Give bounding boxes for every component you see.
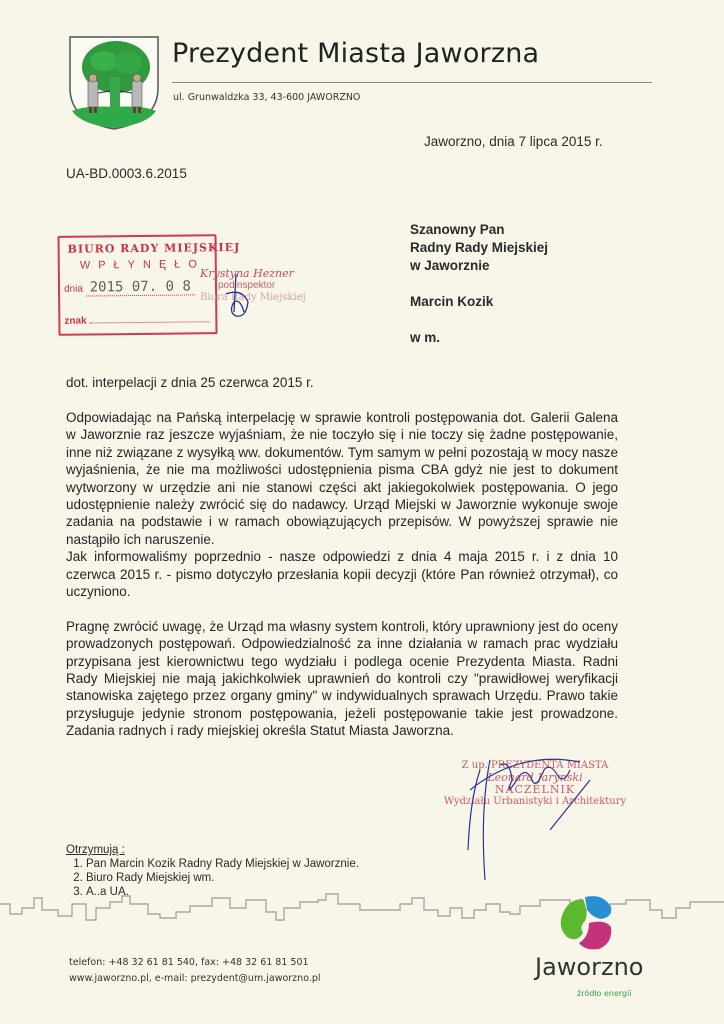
subject-line: dot. interpelacji z dnia 25 czerwca 2015 r.: [66, 375, 314, 390]
clerk-position: podinspektor: [218, 280, 276, 291]
footer-web: www.jaworzno.pl, e-mail: prezydent@um.jaworzno.pl: [69, 973, 321, 984]
distribution-item: 3. A..a UA.: [86, 885, 359, 899]
distribution-heading: Otrzymują :: [66, 844, 125, 856]
paragraph: Pragnę zwrócić uwagę, że Urząd ma własny system kontroli, który uprawniony jest do oceny prowadzonych postępowań. Odpowiedzialność za inne działania w ramach prac wydziału przypisana jest kierownictwu tego wydziału i podlega ocenie Prezydenta Miasta. Radni Rady Miejskiej nie mają jakichkolwiek uprawnień do kontroli czy "prawidłowej weryfikacji stanowiska zajętego przez organy gminy" w indywidualnych sprawach Urzędu. Prawo takie przysługuje jedynie stronom postępowania, jeżeli postępowanie takie jest prowadzone. Zadania radnych i rady miejskiej określa Statut Miasta Jaworzna.: [66, 618, 618, 739]
handwritten-signature-icon: [440, 740, 630, 895]
paragraph: Jak informowaliśmy poprzednio - nasze odpowiedzi z dnia 4 maja 2015 r. i z dnia 10 czerwca 2015 r. - pismo dotyczyło przesłania kopii decyzji (które Pan również otrzymał), co uczyniono.: [66, 549, 618, 600]
stamp-office: BIURO RADY MIEJSKIEJ: [67, 240, 241, 256]
distribution-item: 1. Pan Marcin Kozik Radny Rady Miejskiej w Jaworznie.: [86, 857, 359, 871]
letter-date: Jaworzno, dnia 7 lipca 2015 r.: [424, 134, 603, 149]
coat-of-arms-icon: [66, 33, 162, 131]
logo-tagline: źródło energii: [577, 989, 632, 998]
recipient-title: Radny Rady Miejskiej: [410, 240, 549, 255]
recipient-suffix: w m.: [410, 330, 441, 345]
office-address: ul. Grunwaldzka 33, 43-600 JAWORZNO: [173, 92, 361, 103]
stamp-date-row: [64, 278, 195, 295]
footer-contact: [69, 955, 321, 987]
recipient-city: w Jaworznie: [410, 258, 490, 273]
letter-body: [66, 409, 618, 740]
stamp-sign-label: znak: [64, 315, 87, 327]
footer-phone: telefon: +48 32 61 81 540, fax: +48 32 61 81 501: [69, 957, 309, 968]
stamp-date-label: dnia: [63, 283, 84, 295]
clerk-name: Krystyna Hezner: [200, 267, 294, 280]
page-title: Prezydent Miasta Jaworzna: [172, 38, 540, 69]
stamp-sign-line: [89, 321, 209, 323]
clerk-stamp: [200, 268, 306, 304]
initials-signature-icon: [222, 272, 252, 327]
recipient-block: [410, 221, 548, 347]
clerk-unit: Biura Rady Miejskiej: [200, 292, 306, 303]
signatory-department: Wydziału Urbanistyki i Architektury: [443, 796, 627, 807]
recipient-name: Marcin Kozik: [410, 294, 494, 309]
stamp-date-value: 2015 07. 0 8: [86, 278, 195, 296]
reference-number: UA-BD.0003.6.2015: [66, 166, 187, 181]
jaworzno-logo-icon: [555, 893, 615, 958]
received-stamp: [57, 234, 241, 336]
distribution-item: 2. Biuro Rady Miejskiej wm.: [86, 871, 359, 885]
signature-authorization: Z up. PREZYDENTA MIASTA: [461, 760, 609, 771]
signatory-role: NACZELNIK: [494, 783, 576, 796]
stamp-label: WPŁYNĘŁO: [79, 258, 205, 272]
signatory-name: Leonard Jarynski: [487, 771, 583, 784]
paragraph: Odpowiadając na Pańską interpelację w sprawie kontroli postępowania dot. Galerii Galena w Jaworznie raz jeszcze wyjaśniam, że nie toczyło się i nie toczy się żadne postępowanie, inne niż związane z wysyłką ww. dokumentów. Tym samym w pełni pozostają w mocy nasze wyjaśnienia, że nie ma możliwości udostępnienia pisma CBA gdyż nie jest to dokument wytworzony w urzędzie ani nie stanowi części akt jakiegokolwiek postępowania. O jego udostępnienie należy zwrócić się do nadawcy. Urząd Miejski w Jaworznie wykonuje swoje zadania na podstawie i w ramach obowiązujących przepisów. W powyższej sprawie nie nastąpiło ich naruszenie.: [66, 410, 618, 547]
stamp-sign-row: [64, 314, 209, 327]
header-divider: [172, 82, 652, 83]
recipient-salutation: Szanowny Pan: [410, 222, 505, 237]
skyline-decoration-icon: [0, 890, 724, 935]
logo-wordmark: Jaworzno: [535, 953, 644, 981]
